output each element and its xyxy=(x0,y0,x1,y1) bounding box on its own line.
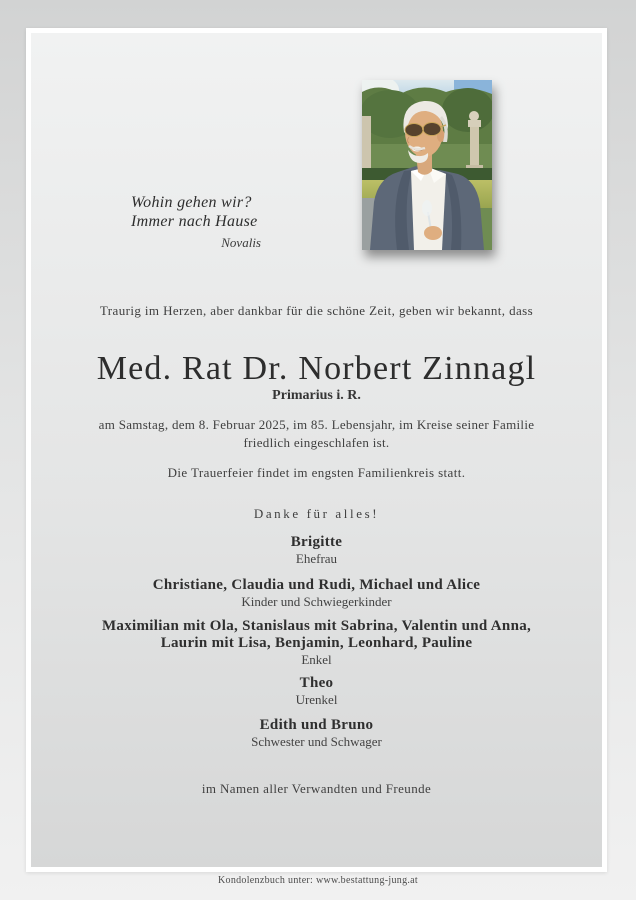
mourner-names: Edith und Bruno xyxy=(259,717,374,733)
passing-line-1: am Samstag, dem 8. Februar 2025, im 85. Lebensjahr, im Kreise seiner Familie xyxy=(98,417,535,432)
closing-text: im Namen aller Verwandten und Freunde xyxy=(201,781,432,796)
mourner-names: Brigitte xyxy=(290,534,343,550)
mourner-relation: Enkel xyxy=(301,652,332,667)
mourner-children xyxy=(31,576,602,610)
mourner-names-line-1: Maximilian mit Ola, Stanislaus mit Sabrina, Valentin und Anna, xyxy=(101,618,532,634)
deceased-title: Primarius i. R. xyxy=(272,388,361,403)
passing-text xyxy=(31,416,602,452)
intro-line: Traurig im Herzen, aber dankbar für die schöne Zeit, geben wir bekannt, dass xyxy=(99,303,534,318)
mourner-wife xyxy=(31,533,602,567)
deceased-name: Med. Rat Dr. Norbert Zinnagl xyxy=(96,350,537,387)
ceremony-text: Die Trauerfeier findet im engsten Familienkreis statt. xyxy=(167,465,466,480)
memorial-card xyxy=(26,28,607,872)
quote-attribution: Novalis xyxy=(221,235,261,250)
portrait-illustration xyxy=(362,80,492,250)
mourner-relation: Ehefrau xyxy=(295,551,338,566)
mourner-relation: Schwester und Schwager xyxy=(251,734,382,749)
mourner-names: Christiane, Claudia und Rudi, Michael und Alice xyxy=(152,577,481,593)
quote-block xyxy=(131,193,261,251)
mourner-grandchildren xyxy=(31,618,602,668)
mourner-great-grandchild xyxy=(31,674,602,708)
mourner-siblings xyxy=(31,716,602,750)
mourner-names-line-2: Laurin mit Lisa, Benjamin, Leonhard, Pauline xyxy=(160,635,473,651)
notice-text-column xyxy=(31,303,602,797)
passing-line-2: friedlich eingeschlafen ist. xyxy=(243,435,390,450)
portrait-photo xyxy=(362,80,492,250)
mourner-relation: Urenkel xyxy=(295,692,338,707)
mourner-names: Theo xyxy=(299,675,334,691)
quote-line-1: Wohin gehen wir? xyxy=(131,194,252,211)
mourner-relation: Kinder und Schwiegerkinder xyxy=(241,594,392,609)
thanks-text: Danke für alles! xyxy=(253,506,380,521)
quote-line-2: Immer nach Hause xyxy=(131,213,258,230)
footer-text: Kondolenzbuch unter: www.bestattung-jung.at xyxy=(218,875,418,886)
